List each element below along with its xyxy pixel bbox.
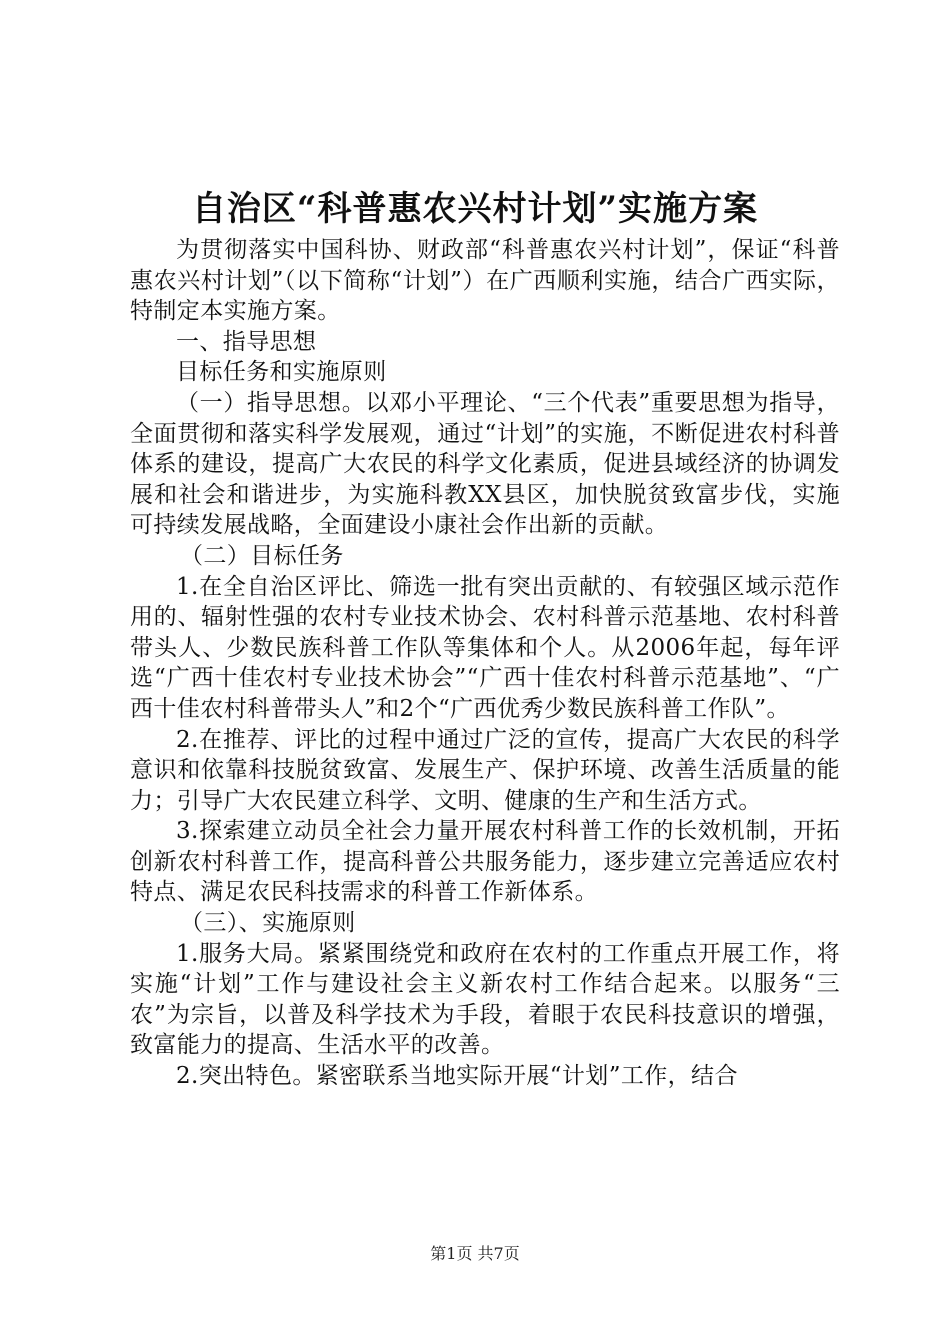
guiding-thought-paragraph: （一）指导思想。以邓小平理论、“三个代表”重要思想为指导，全面贯彻和落实科学发展观，通过“计划”的实施，不断促进农村科普体系的建设，提高广大农民的科学文化素质，促进县域经济的协调发展和社会和谐进步，为实施科教XX县区，加快脱贫致富步伐，实施可持续发展战略，全面建设小康社会作出新的贡献。	[130, 389, 840, 539]
subsection-heading-goals: （二）目标任务	[180, 542, 344, 569]
intro-paragraph: 为贯彻落实中国科协、财政部“科普惠农兴村计划”，保证“科普惠农兴村计划”（以下简称“计划”）在广西顺利实施，结合广西实际，特制定本实施方案。	[130, 237, 840, 325]
principle-item-1: 1.服务大局。紧紧围绕党和政府在农村的工作重点开展工作，将实施“计划”工作与建设社会主义新农村工作结合起来。以服务“三农”为宗旨，以普及科学技术为手段，着眼于农民科技意识的增强，致富能力的提高、生活水平的改善。	[130, 940, 840, 1059]
goal-item-2: 2.在推荐、评比的过程中通过广泛的宣传，提高广大农民的科学意识和依靠科技脱贫致富、发展生产、保护环境、改善生活质量的能力；引导广大农民建立科学、文明、健康的生产和生活方式。	[130, 726, 840, 814]
document-body	[130, 235, 840, 1092]
page-footer: 第1页 共7页	[430, 1244, 520, 1263]
goal-item-3: 3.探索建立动员全社会力量开展农村科普工作的长效机制，开拓创新农村科普工作，提高科普公共服务能力，逐步建立完善适应农村特点、满足农民科技需求的科普工作新体系。	[130, 818, 840, 906]
goal-item-1: 1.在全自治区评比、筛选一批有突出贡献的、有较强区域示范作用的、辐射性强的农村专业技术协会、农村科普示范基地、农村科普带头人、少数民族科普工作队等集体和个人。从2006年起，每年评选“广西十佳农村专业技术协会”“广西十佳农村科普示范基地”、“广西十佳农村科普带头人”和2个“广西优秀少数民族科普工作队”。	[130, 573, 840, 722]
principle-item-2: 2.突出特色。紧密联系当地实际开展“计划”工作，结合	[176, 1063, 738, 1090]
section-heading-goals-principles: 目标任务和实施原则	[176, 359, 387, 386]
document-title: 自治区“科普惠农兴村计划”实施方案	[191, 189, 759, 229]
section-heading-guiding-thought: 一、指导思想	[176, 328, 317, 355]
subsection-heading-principles: （三）、实施原则	[180, 910, 356, 937]
